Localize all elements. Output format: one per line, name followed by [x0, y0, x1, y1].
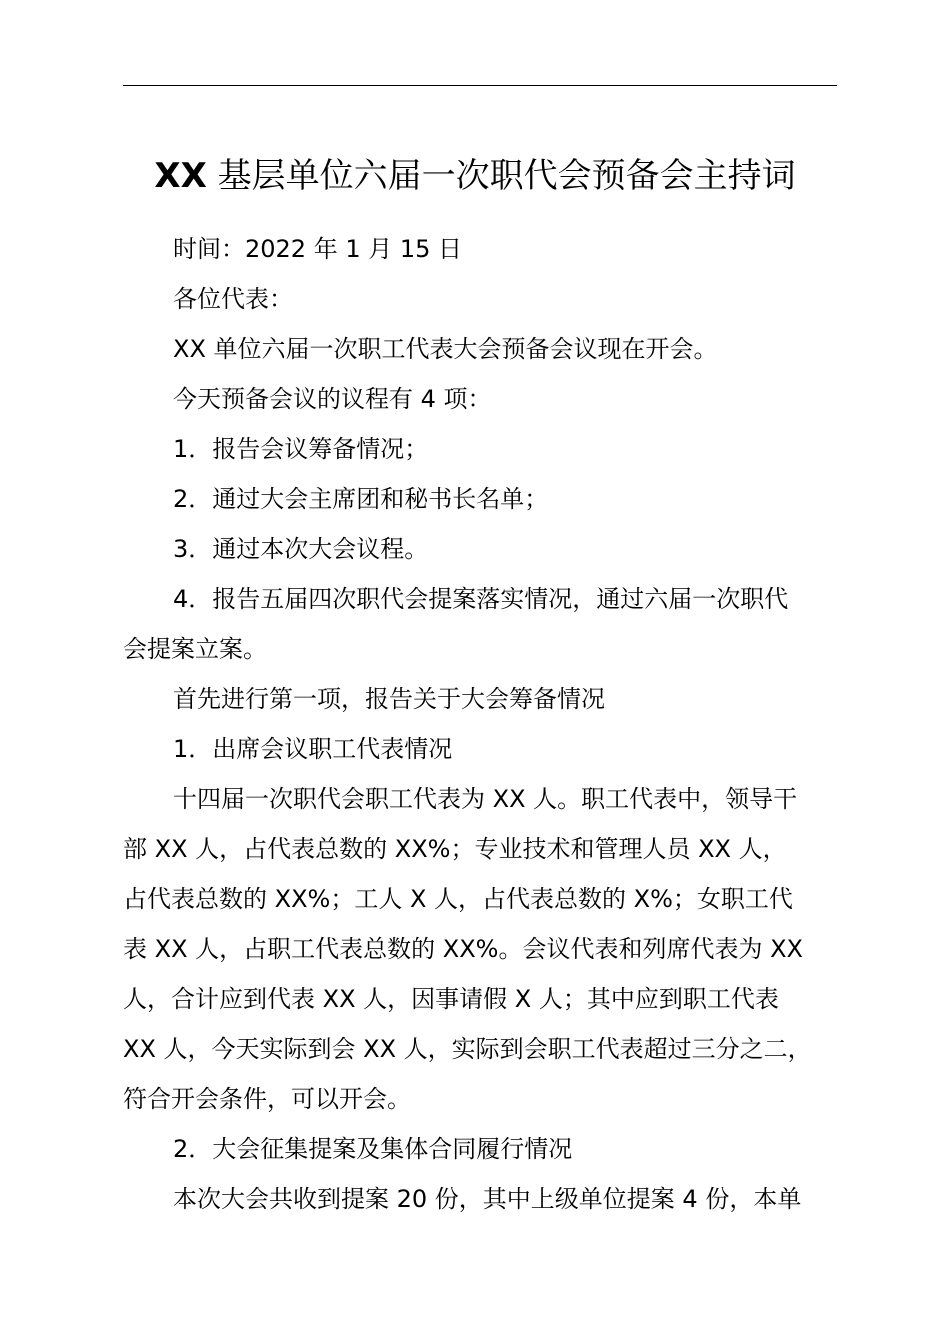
agenda-item-4-line: 会提案立案。 [123, 635, 267, 663]
title-text: 基层单位六届一次职代会预备会主持词 [217, 156, 796, 196]
section-1-title: 1．出席会议职工代表情况 [173, 735, 453, 763]
document-title [0, 148, 950, 204]
section-1-line: 部 XX 人，占代表总数的 XX%；专业技术和管理人员 XX 人， [123, 835, 787, 863]
title-prefix: XX [154, 156, 207, 196]
section-2-title: 2．大会征集提案及集体合同履行情况 [173, 1135, 573, 1163]
agenda-item-4-line: 4．报告五届四次职代会提案落实情况，通过六届一次职代 [173, 585, 789, 613]
section-2-body: 本次大会共收到提案 20 份，其中上级单位提案 4 份，本单 [173, 1185, 802, 1213]
agenda-item-3: 3．通过本次大会议程。 [173, 535, 429, 563]
agenda-intro: 今天预备会议的议程有 4 项： [173, 385, 492, 413]
opening-statement: XX 单位六届一次职工代表大会预备会议现在开会。 [173, 335, 718, 363]
section-1-line: 符合开会条件，可以开会。 [123, 1085, 411, 1113]
document-body [123, 224, 847, 1224]
agenda-item-2: 2．通过大会主席团和秘书长名单； [173, 485, 549, 513]
section-1-line: 占代表总数的 XX%；工人 X 人，占代表总数的 X%；女职工代 [123, 885, 793, 913]
agenda-item-1: 1．报告会议筹备情况； [173, 435, 429, 463]
agenda-item-4 [123, 574, 847, 674]
greeting: 各位代表： [173, 285, 293, 313]
section-1-body [123, 774, 847, 1124]
section-1-line: XX 人，今天实际到会 XX 人，实际到会职工代表超过三分之二， [123, 1035, 812, 1063]
section-1-line: 表 XX 人，占职工代表总数的 XX%。会议代表和列席代表为 XX [123, 935, 803, 963]
first-item-intro: 首先进行第一项，报告关于大会筹备情况 [173, 685, 605, 713]
section-1-line: 十四届一次职代会职工代表为 XX 人。职工代表中，领导干 [173, 785, 798, 813]
header-rule [123, 85, 837, 86]
section-1-line: 人，合计应到代表 XX 人，因事请假 X 人；其中应到职工代表 [123, 985, 779, 1013]
meeting-time: 时间：2022 年 1 月 15 日 [173, 235, 463, 263]
